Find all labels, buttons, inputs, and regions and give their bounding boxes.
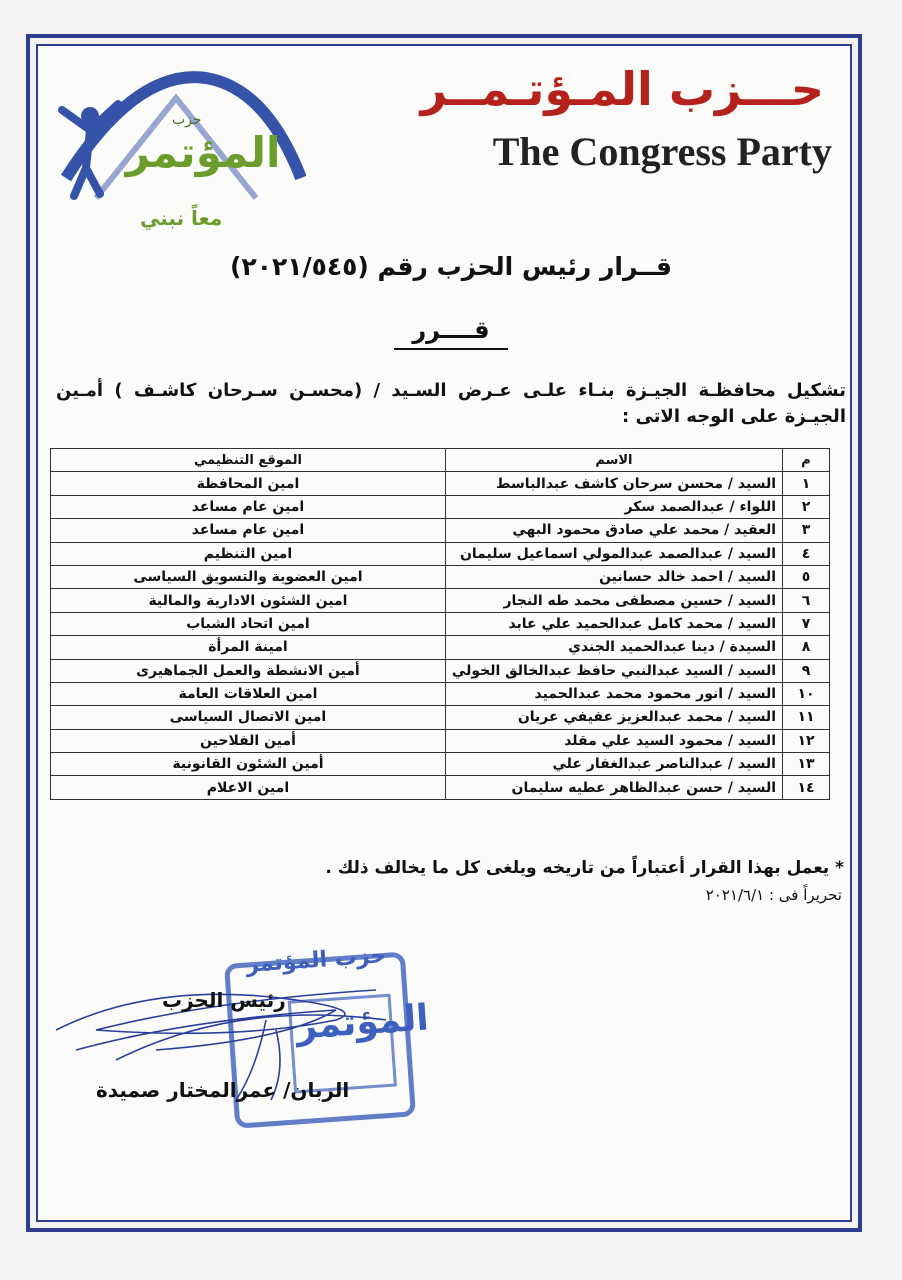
decision-heading	[0, 316, 902, 344]
table-row	[51, 519, 830, 542]
row-name: السيدة / دينا عبدالحميد الجندي	[445, 636, 782, 659]
row-name: السيد / محسن سرحان كاشف عبدالباسط	[445, 472, 782, 495]
decision-title: قــرار رئيس الحزب رقم (٢٠٢١/٥٤٥)	[230, 252, 672, 281]
table-row	[51, 612, 830, 635]
table-row	[51, 776, 830, 799]
stamp-top-text: حزب المؤتمر	[245, 943, 388, 978]
row-index: ٥	[783, 565, 830, 588]
decision-heading-text: قــــرر	[394, 316, 507, 350]
row-role: أمين الشئون القانونية	[51, 753, 446, 776]
row-name: اللواء / عبدالصمد سكر	[445, 495, 782, 518]
decision-intro: تشكيل محافظـة الجيـزة بنـاء علـى عـرض السـيد / (محسـن سـرحان كاشـف ) أمـين الجيـزة على الوجه الاتى :	[56, 380, 846, 427]
table-header-row	[51, 449, 830, 472]
row-name: السيد / انور محمود محمد عبدالحميد	[445, 682, 782, 705]
table-row	[51, 636, 830, 659]
row-name: السيد / محمد كامل عبدالحميد علي عابد	[445, 612, 782, 635]
validity-note: * يعمل بهذا القرار أعتباراً من تاريخه ويلغى كل ما يخالف ذلك .	[325, 858, 844, 878]
row-role: امين الاتصال السياسى	[51, 706, 446, 729]
row-index: ٤	[783, 542, 830, 565]
members-table	[50, 448, 830, 800]
header-role: الموقع التنظيمي	[51, 449, 446, 472]
table-row	[51, 706, 830, 729]
row-index: ١	[783, 472, 830, 495]
table-row	[51, 753, 830, 776]
row-role: امين عام مساعد	[51, 495, 446, 518]
signatory-name: الربان/ عمرالمختار صميدة	[96, 1078, 350, 1102]
stamp-mid-text: المؤتمر	[294, 997, 430, 1048]
row-name: السيد / احمد خالد حسانين	[445, 565, 782, 588]
row-index: ٨	[783, 636, 830, 659]
table-row	[51, 659, 830, 682]
header-name: الاسم	[445, 449, 782, 472]
row-role: امين الاعلام	[51, 776, 446, 799]
row-role: أمين الفلاحين	[51, 729, 446, 752]
row-index: ٣	[783, 519, 830, 542]
row-name: السيد / عبدالصمد عبدالمولي اسماعيل سليمان	[445, 542, 782, 565]
party-name-arabic: حـــزب المـؤتـمــر	[420, 62, 824, 116]
row-name: العقيد / محمد علي صادق محمود البهي	[445, 519, 782, 542]
table-row	[51, 542, 830, 565]
row-role: امين التنظيم	[51, 542, 446, 565]
table-row	[51, 729, 830, 752]
row-role: امين اتحاد الشباب	[51, 612, 446, 635]
logo-slogan: معاً نبني	[140, 206, 223, 230]
row-index: ٩	[783, 659, 830, 682]
row-index: ١٤	[783, 776, 830, 799]
row-role: امينة المرأة	[51, 636, 446, 659]
row-index: ١٢	[783, 729, 830, 752]
row-index: ١٠	[783, 682, 830, 705]
table-row	[51, 682, 830, 705]
row-role: امين الشئون الادارية والمالية	[51, 589, 446, 612]
row-name: السيد / محمود السيد علي مقلد	[445, 729, 782, 752]
row-index: ٧	[783, 612, 830, 635]
table-row	[51, 589, 830, 612]
row-index: ٦	[783, 589, 830, 612]
row-index: ١٣	[783, 753, 830, 776]
signature-title: رئيس الحزب	[162, 988, 286, 1012]
row-name: السيد / محمد عبدالعزيز عفيفي عريان	[445, 706, 782, 729]
row-name: السيد / عبدالناصر عبدالغفار علي	[445, 753, 782, 776]
logo-name: المؤتمر	[125, 128, 281, 177]
logo-top-word: حزب	[172, 112, 202, 128]
party-name-english: The Congress Party	[492, 129, 832, 174]
row-role: أمين الانشطة والعمل الجماهيرى	[51, 659, 446, 682]
issue-date: تحريراً فى : ٢٠٢١/٦/١	[705, 886, 842, 904]
row-role: امين العلاقات العامة	[51, 682, 446, 705]
table-row	[51, 495, 830, 518]
table-row	[51, 472, 830, 495]
row-index: ١١	[783, 706, 830, 729]
row-role: امين العضوية والتسويق السياسى	[51, 565, 446, 588]
row-role: امين عام مساعد	[51, 519, 446, 542]
row-name: السيد / حسين مصطفى محمد طه النجار	[445, 589, 782, 612]
row-name: السيد / السيد عبدالنبي حافظ عبدالخالق الخولي	[445, 659, 782, 682]
row-name: السيد / حسن عبدالظاهر عطيه سليمان	[445, 776, 782, 799]
header-index: م	[783, 449, 830, 472]
table-row	[51, 565, 830, 588]
row-index: ٢	[783, 495, 830, 518]
row-role: امين المحافظة	[51, 472, 446, 495]
